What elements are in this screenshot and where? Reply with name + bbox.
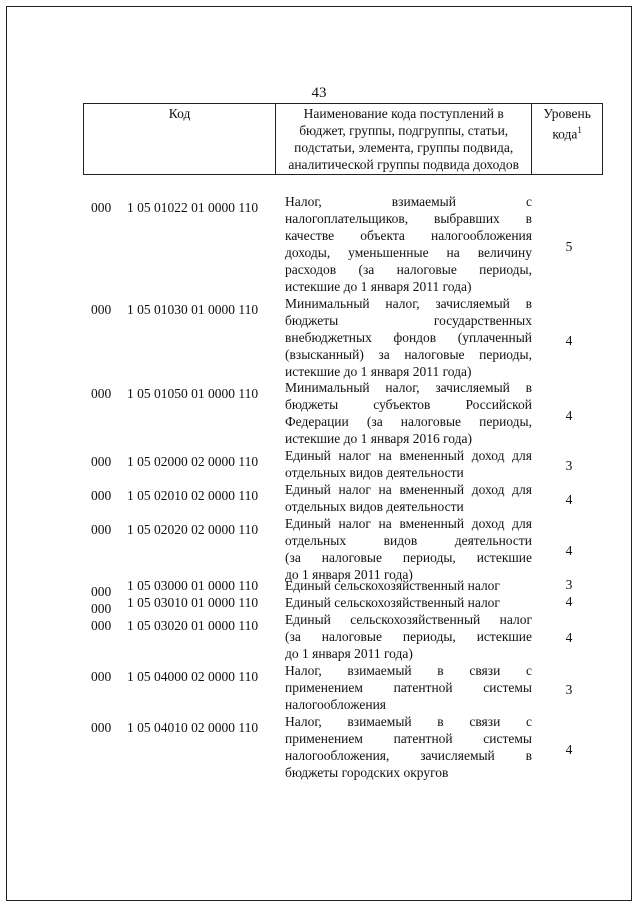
- code-level: 4: [565, 742, 573, 757]
- revenue-name-line: доходы, уменьшенные на величину: [285, 245, 532, 260]
- revenue-name: [285, 481, 532, 515]
- revenue-name-line: расходов (за налоговые периоды,: [285, 262, 532, 277]
- revenue-name-line: отдельных видов деятельности: [285, 465, 464, 480]
- revenue-name: [285, 447, 532, 481]
- revenue-code: 1 05 02020 02 0000 110: [127, 522, 259, 537]
- revenue-name-line: Минимальный налог, зачисляемый в: [285, 380, 532, 395]
- revenue-name-line: (взысканный) за налоговые периоды,: [285, 347, 532, 362]
- revenue-name-line: Единый сельскохозяйственный налог: [285, 595, 500, 610]
- header-level-line: Уровень: [543, 106, 591, 121]
- revenue-name-line: применением патентной системы: [285, 680, 532, 695]
- classifier-code: 000: [91, 386, 112, 401]
- revenue-code: 1 05 01050 01 0000 110: [127, 386, 259, 401]
- revenue-name-line: применением патентной системы: [285, 731, 532, 746]
- header-name-line: бюджет, группы, подгруппы, статьи,: [299, 123, 509, 138]
- revenue-name-line: до 1 января 2011 года): [285, 567, 413, 582]
- code-level: 5: [565, 239, 573, 254]
- revenue-name: [285, 611, 532, 662]
- revenue-code: 1 05 01022 01 0000 110: [127, 200, 259, 215]
- code-level: 3: [565, 577, 573, 592]
- revenue-name-line: Налог, взимаемый с: [285, 194, 532, 209]
- document-page: [6, 6, 632, 901]
- code-level: 3: [565, 458, 573, 473]
- header-name-line: аналитической группы подвида доходов: [288, 157, 520, 172]
- revenue-code: 1 05 03000 01 0000 110: [127, 578, 259, 593]
- revenue-name: [285, 193, 532, 295]
- revenue-name-line: истекшие до 1 января 2011 года): [285, 279, 472, 294]
- revenue-name-line: отдельных видов деятельности: [285, 533, 532, 548]
- revenue-name-line: (за налоговые периоды, истекшие: [285, 550, 532, 565]
- revenue-code: 1 05 02010 02 0000 110: [127, 488, 259, 503]
- classifier-code: 000: [91, 584, 112, 599]
- revenue-code: 1 05 04000 02 0000 110: [127, 669, 259, 684]
- code-level: 3: [565, 682, 573, 697]
- classifier-code: 000: [91, 200, 112, 215]
- revenue-name-line: Единый налог на вмененный доход для: [285, 516, 532, 531]
- code-level: 4: [565, 594, 573, 609]
- revenue-name-line: Минимальный налог, зачисляемый в: [285, 296, 532, 311]
- classifier-code: 000: [91, 488, 112, 503]
- revenue-code: 1 05 02000 02 0000 110: [127, 454, 259, 469]
- revenue-name-line: Единый налог на вмененный доход для: [285, 482, 532, 497]
- classifier-code: 000: [91, 302, 112, 317]
- revenue-name-line: Налог, взимаемый в связи с: [285, 663, 532, 678]
- revenue-name: [285, 515, 532, 583]
- revenue-name-line: Федерации (за налоговые периоды,: [285, 414, 532, 429]
- revenue-name-line: качестве объекта налогообложения: [285, 228, 532, 243]
- revenue-name-line: налогоплательщиков, выбравших в: [285, 211, 532, 226]
- classifier-code: 000: [91, 601, 112, 616]
- revenue-name: [285, 295, 532, 380]
- revenue-code: 1 05 04010 02 0000 110: [127, 720, 259, 735]
- classifier-code: 000: [91, 618, 112, 633]
- header-level-word: кода: [552, 126, 578, 142]
- revenue-code: 1 05 03010 01 0000 110: [127, 595, 259, 610]
- revenue-name: [285, 379, 532, 447]
- revenue-name-line: бюджеты государственных: [285, 313, 532, 328]
- revenue-name-line: (за налоговые периоды, истекшие: [285, 629, 532, 644]
- code-level: 4: [565, 630, 573, 645]
- revenue-name: [285, 594, 532, 611]
- revenue-name-line: до 1 января 2011 года): [285, 646, 413, 661]
- code-level: 4: [565, 492, 573, 507]
- code-level: 4: [565, 333, 573, 348]
- revenue-name-line: бюджеты субъектов Российской: [285, 397, 532, 412]
- code-level: 4: [565, 543, 573, 558]
- revenue-name-line: Налог, взимаемый в связи с: [285, 714, 532, 729]
- revenue-name: [285, 577, 532, 594]
- classifier-code: 000: [91, 669, 112, 684]
- table-body: [7, 7, 631, 900]
- page-number: 43: [311, 85, 327, 101]
- revenue-name: [285, 662, 532, 713]
- revenue-name-line: Единый налог на вмененный доход для: [285, 448, 532, 463]
- header-name-line: подстатьи, элемента, группы подвида,: [294, 140, 514, 155]
- revenue-name-line: бюджеты городских округов: [285, 765, 449, 780]
- revenue-name-line: внебюджетных фондов (уплаченный: [285, 330, 532, 345]
- revenue-name-line: налогообложения, зачисляемый в: [285, 748, 532, 763]
- code-level: 4: [565, 408, 573, 423]
- revenue-name-line: Единый сельскохозяйственный налог: [285, 578, 500, 593]
- footnote-mark: 1: [577, 125, 582, 135]
- revenue-name-line: истекшие до 1 января 2011 года): [285, 364, 472, 379]
- revenue-code: 1 05 01030 01 0000 110: [127, 302, 259, 317]
- revenue-code: 1 05 03020 01 0000 110: [127, 618, 259, 633]
- revenue-name-line: истекшие до 1 января 2016 года): [285, 431, 473, 446]
- header-code: Код: [84, 104, 276, 175]
- header-name-line: Наименование кода поступлений в: [303, 106, 504, 121]
- revenue-name-line: налогообложения: [285, 697, 387, 712]
- revenue-name-line: Единый сельскохозяйственный налог: [285, 612, 532, 627]
- classifier-code: 000: [91, 522, 112, 537]
- revenue-name-line: отдельных видов деятельности: [285, 499, 464, 514]
- revenue-name: [285, 713, 532, 781]
- classifier-code: 000: [91, 720, 112, 735]
- classifier-code: 000: [91, 454, 112, 469]
